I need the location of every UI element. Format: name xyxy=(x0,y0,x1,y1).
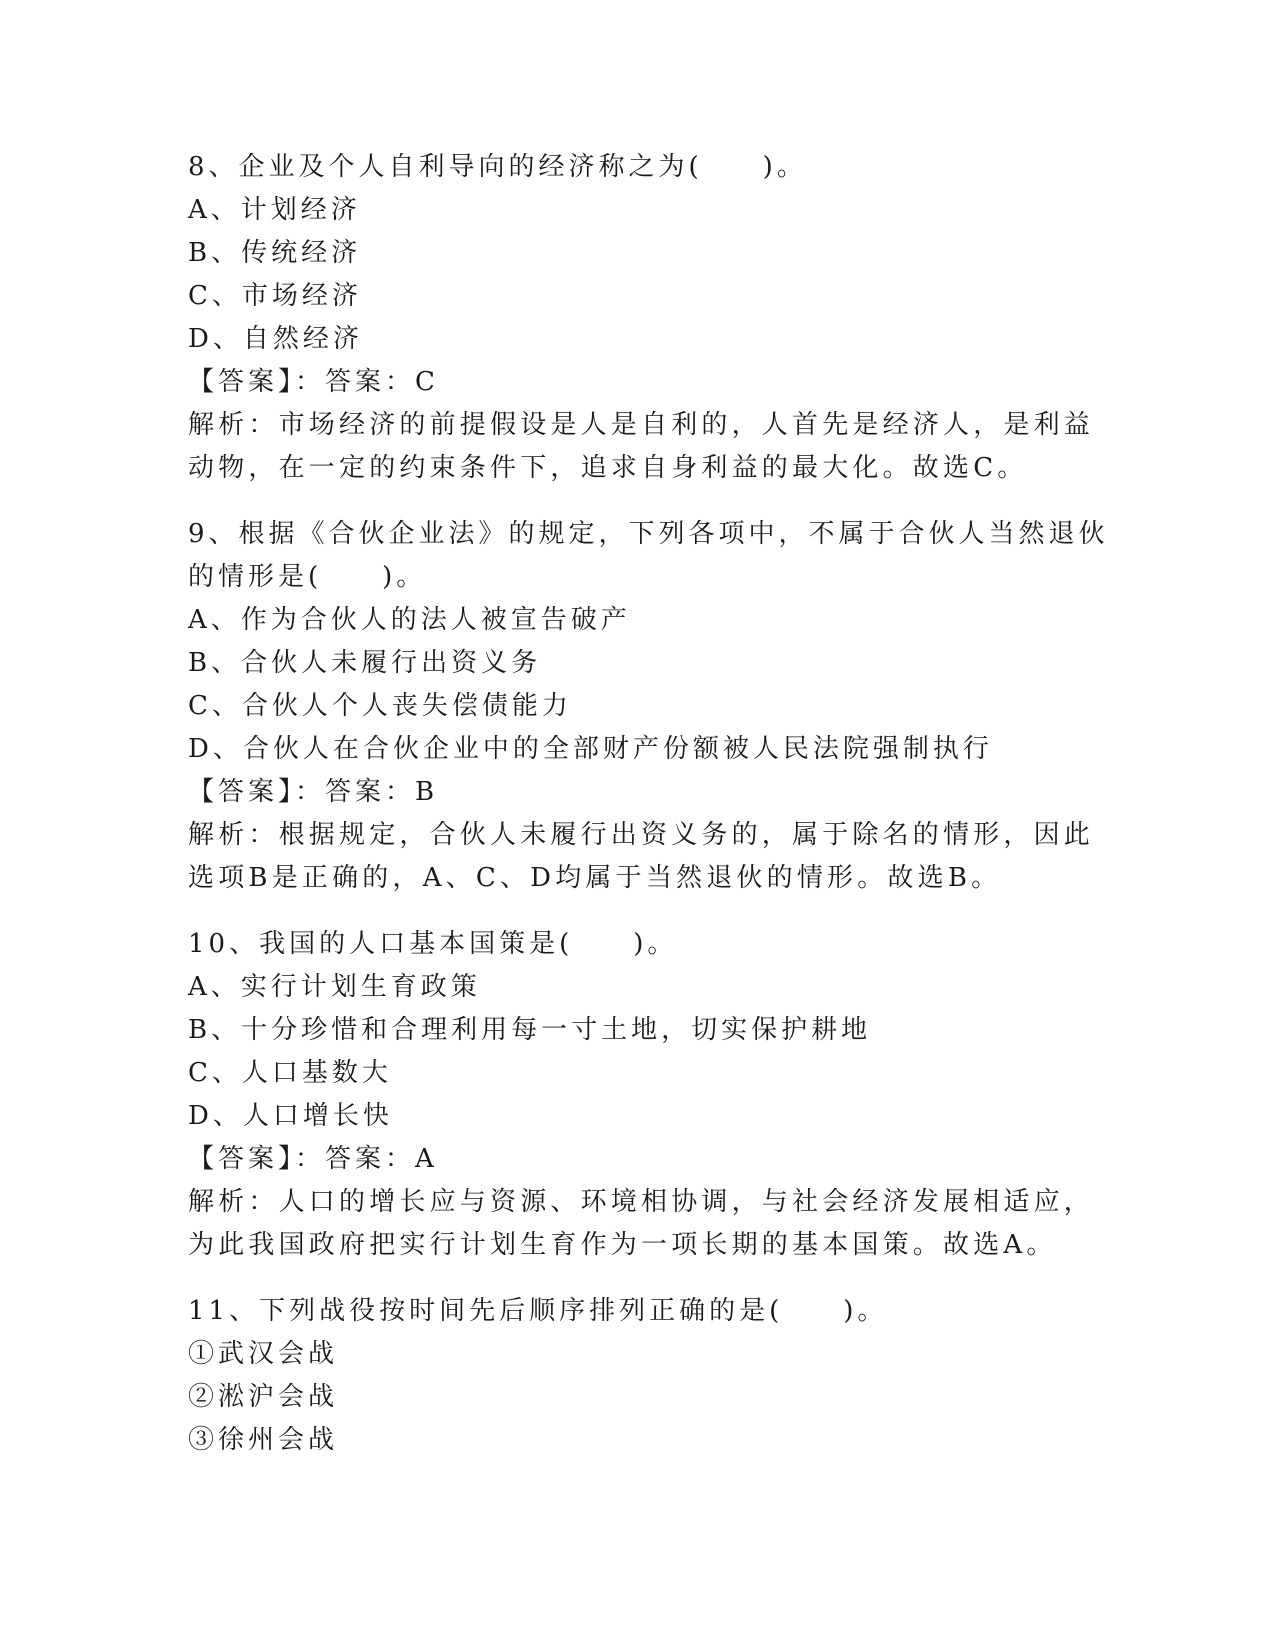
question-gap xyxy=(188,490,1088,513)
option-a: A、实行计划生育政策 xyxy=(188,972,481,1002)
question-10 xyxy=(188,923,1095,1267)
answer-line: 【答案】：答案：A xyxy=(188,1144,438,1174)
option-d: D、合伙人在合伙企业中的全部财产份额被人民法院强制执行 xyxy=(188,734,993,764)
question-11 xyxy=(188,1290,1088,1462)
option-c: C、人口基数大 xyxy=(188,1058,392,1088)
option-b: B、合伙人未履行出资义务 xyxy=(188,648,542,678)
option-c: C、合伙人个人丧失偿债能力 xyxy=(188,691,572,721)
option-d: D、人口增长快 xyxy=(188,1101,393,1131)
option-b: B、十分珍惜和合理利用每一寸土地，切实保护耕地 xyxy=(188,1015,872,1045)
answer-line: 【答案】：答案：C xyxy=(188,367,439,397)
answer-line: 【答案】：答案：B xyxy=(188,777,439,807)
question-gap xyxy=(188,900,1088,923)
option-2: ②淞沪会战 xyxy=(188,1382,339,1412)
question-stem: 10、我国的人口基本国策是( )。 xyxy=(188,929,678,959)
question-gap xyxy=(188,1267,1088,1290)
explanation xyxy=(188,404,1095,490)
explanation-line: 选项B是正确的，A、C、D均属于当然退伙的情形。故选B。 xyxy=(188,863,1002,893)
explanation xyxy=(188,814,1095,900)
explanation-line: 解析：市场经济的前提假设是人是自利的，人首先是经济人，是利益 xyxy=(188,410,1095,440)
question-9 xyxy=(188,513,1109,900)
question-list xyxy=(188,146,1109,1462)
explanation-line: 解析：根据规定，合伙人未履行出资义务的，属于除名的情形，因此 xyxy=(188,820,1095,850)
question-stem: 11、下列战役按时间先后顺序排列正确的是( )。 xyxy=(188,1296,888,1326)
question-stem: 的情形是( )。 xyxy=(188,562,427,592)
explanation-line: 解析：人口的增长应与资源、环境相协调，与社会经济发展相适应， xyxy=(188,1187,1095,1217)
option-1: ①武汉会战 xyxy=(188,1339,339,1369)
question-stem: 9、根据《合伙企业法》的规定，下列各项中，不属于合伙人当然退伙 xyxy=(188,519,1109,549)
explanation xyxy=(188,1181,1095,1267)
option-c: C、市场经济 xyxy=(188,281,362,311)
question-stem: 8、企业及个人自利导向的经济称之为( )。 xyxy=(188,152,807,182)
explanation-line: 动物，在一定的约束条件下，追求自身利益的最大化。故选C。 xyxy=(188,453,1028,483)
option-a: A、计划经济 xyxy=(188,195,361,225)
option-a: A、作为合伙人的法人被宣告破产 xyxy=(188,605,631,635)
option-d: D、自然经济 xyxy=(188,324,363,354)
explanation-line: 为此我国政府把实行计划生育作为一项长期的基本国策。故选A。 xyxy=(188,1230,1057,1260)
option-b: B、传统经济 xyxy=(188,238,362,268)
option-3: ③徐州会战 xyxy=(188,1425,339,1455)
question-8 xyxy=(188,146,1095,490)
